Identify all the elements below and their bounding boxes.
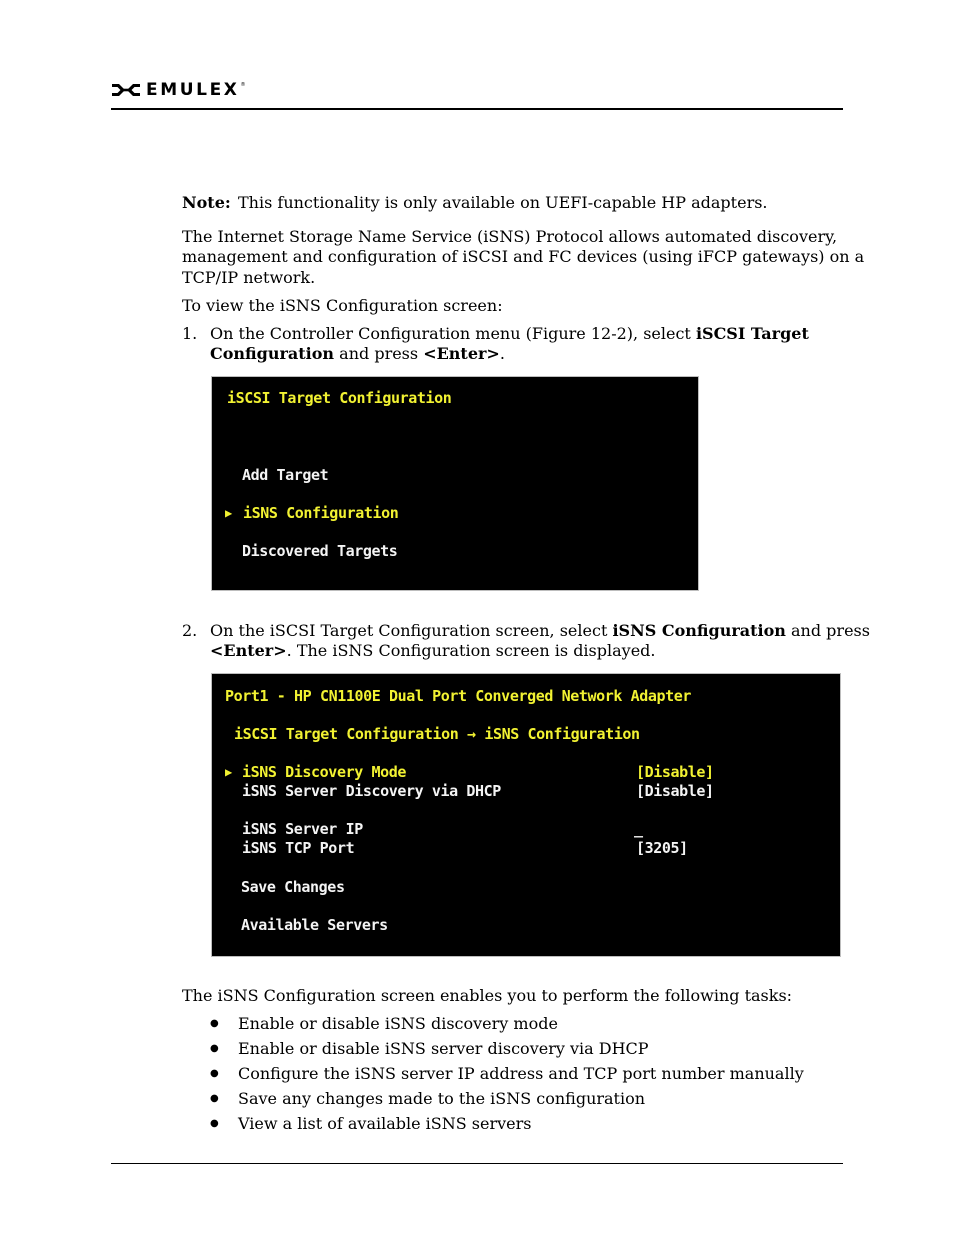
step-2-number: 2.	[182, 621, 198, 640]
step-2-text-result: . The iSNS Configuration screen is displayed.	[286, 641, 656, 660]
list-item	[182, 1014, 822, 1039]
isns-tcp-port-label[interactable]: iSNS TCP Port	[242, 839, 355, 857]
step-2-line-1	[210, 621, 870, 641]
isns-server-dhcp-value[interactable]: [Disable]	[636, 782, 714, 800]
task-text: Configure the iSNS server IP address and TCP port number manually	[238, 1064, 804, 1083]
intro-line-1: The Internet Storage Name Service (iSNS) Protocol allows automated discovery,	[182, 227, 838, 246]
step-1-period: .	[499, 344, 505, 363]
tasks-list	[182, 1014, 822, 1139]
trademark-mark: ®	[240, 82, 246, 88]
isns-server-ip-label[interactable]: iSNS Server IP	[242, 820, 363, 838]
isns-discovery-mode-value[interactable]: [Disable]	[636, 763, 714, 781]
intro-line-2: management and configuration of iSCSI and FC devices (using iFCP gateways) on a	[182, 247, 865, 266]
task-text: Enable or disable iSNS server discovery via DHCP	[238, 1039, 649, 1058]
step-1-text: On the Controller Configuration menu (Figure 12-2), select	[210, 324, 696, 343]
breadcrumb-arrow-icon: →	[467, 725, 476, 743]
isns-server-ip-field[interactable]: _	[634, 820, 643, 838]
isns-configuration-screen	[211, 673, 841, 957]
available-servers-item[interactable]: Available Servers	[241, 916, 388, 934]
selection-pointer-icon-2: ▶	[225, 765, 232, 779]
intro-line-3: TCP/IP network.	[182, 268, 316, 287]
bullet-icon: ●	[210, 1118, 219, 1129]
footer-divider	[111, 1163, 843, 1164]
list-item	[182, 1039, 822, 1064]
tasks-intro: The iSNS Configuration screen enables you to perform the following tasks:	[182, 986, 793, 1005]
isns-configuration-item[interactable]: iSNS Configuration	[243, 504, 399, 522]
screen-1-title: iSCSI Target Configuration	[227, 389, 452, 407]
isns-server-dhcp-label[interactable]: iSNS Server Discovery via DHCP	[242, 782, 501, 800]
add-target-item[interactable]: Add Target	[242, 466, 329, 484]
emulex-logo-text: EMULEX	[146, 80, 240, 100]
save-changes-item[interactable]: Save Changes	[241, 878, 345, 896]
step-2-text-press: and press	[785, 621, 870, 640]
breadcrumb-parent: iSCSI Target Configuration	[234, 725, 459, 743]
isns-discovery-mode-label[interactable]: iSNS Discovery Mode	[242, 763, 406, 781]
task-text: Enable or disable iSNS discovery mode	[238, 1014, 558, 1033]
list-item	[182, 1089, 822, 1114]
discovered-targets-item[interactable]: Discovered Targets	[242, 542, 398, 560]
step-1-menu-name-cont: Configuration	[210, 344, 335, 363]
step-1-line-2	[210, 344, 505, 364]
emulex-logo	[111, 80, 246, 100]
iscsi-target-config-screen	[211, 376, 699, 591]
step-1-enter-key: <Enter>	[423, 344, 500, 363]
note-label-bold: Note:	[182, 193, 231, 212]
isns-tcp-port-value[interactable]: [3205]	[636, 839, 688, 857]
step-1-line-1	[210, 324, 809, 344]
task-text: Save any changes made to the iSNS configuration	[238, 1089, 646, 1108]
bullet-icon: ●	[210, 1093, 219, 1104]
bullet-icon: ●	[210, 1018, 219, 1029]
list-item	[182, 1114, 822, 1139]
to-view-text: To view the iSNS Configuration screen:	[182, 296, 503, 315]
step-1-text-and: and press	[334, 344, 424, 363]
screen-2-breadcrumb	[234, 725, 640, 743]
bullet-icon: ●	[210, 1043, 219, 1054]
screen-2-title: Port1 - HP CN1100E Dual Port Converged Network Adapter	[225, 687, 692, 705]
step-2-line-2	[210, 641, 656, 661]
breadcrumb-current: iSNS Configuration	[484, 725, 640, 743]
step-1-menu-name: iSCSI Target	[695, 324, 809, 343]
list-item	[182, 1064, 822, 1089]
step-1-number: 1.	[182, 324, 198, 343]
step-2-enter-key: <Enter>	[210, 641, 287, 660]
selection-pointer-icon: ▶	[225, 506, 232, 520]
emulex-logo-icon	[111, 82, 141, 98]
header-divider	[111, 108, 843, 110]
task-text: View a list of available iSNS servers	[238, 1114, 532, 1133]
bullet-icon: ●	[210, 1068, 219, 1079]
step-2-text: On the iSCSI Target Configuration screen, select	[210, 621, 613, 640]
note-text: This functionality is only available on UEFI-capable HP adapters.	[238, 193, 768, 212]
step-2-menu-name: iSNS Configuration	[612, 621, 786, 640]
